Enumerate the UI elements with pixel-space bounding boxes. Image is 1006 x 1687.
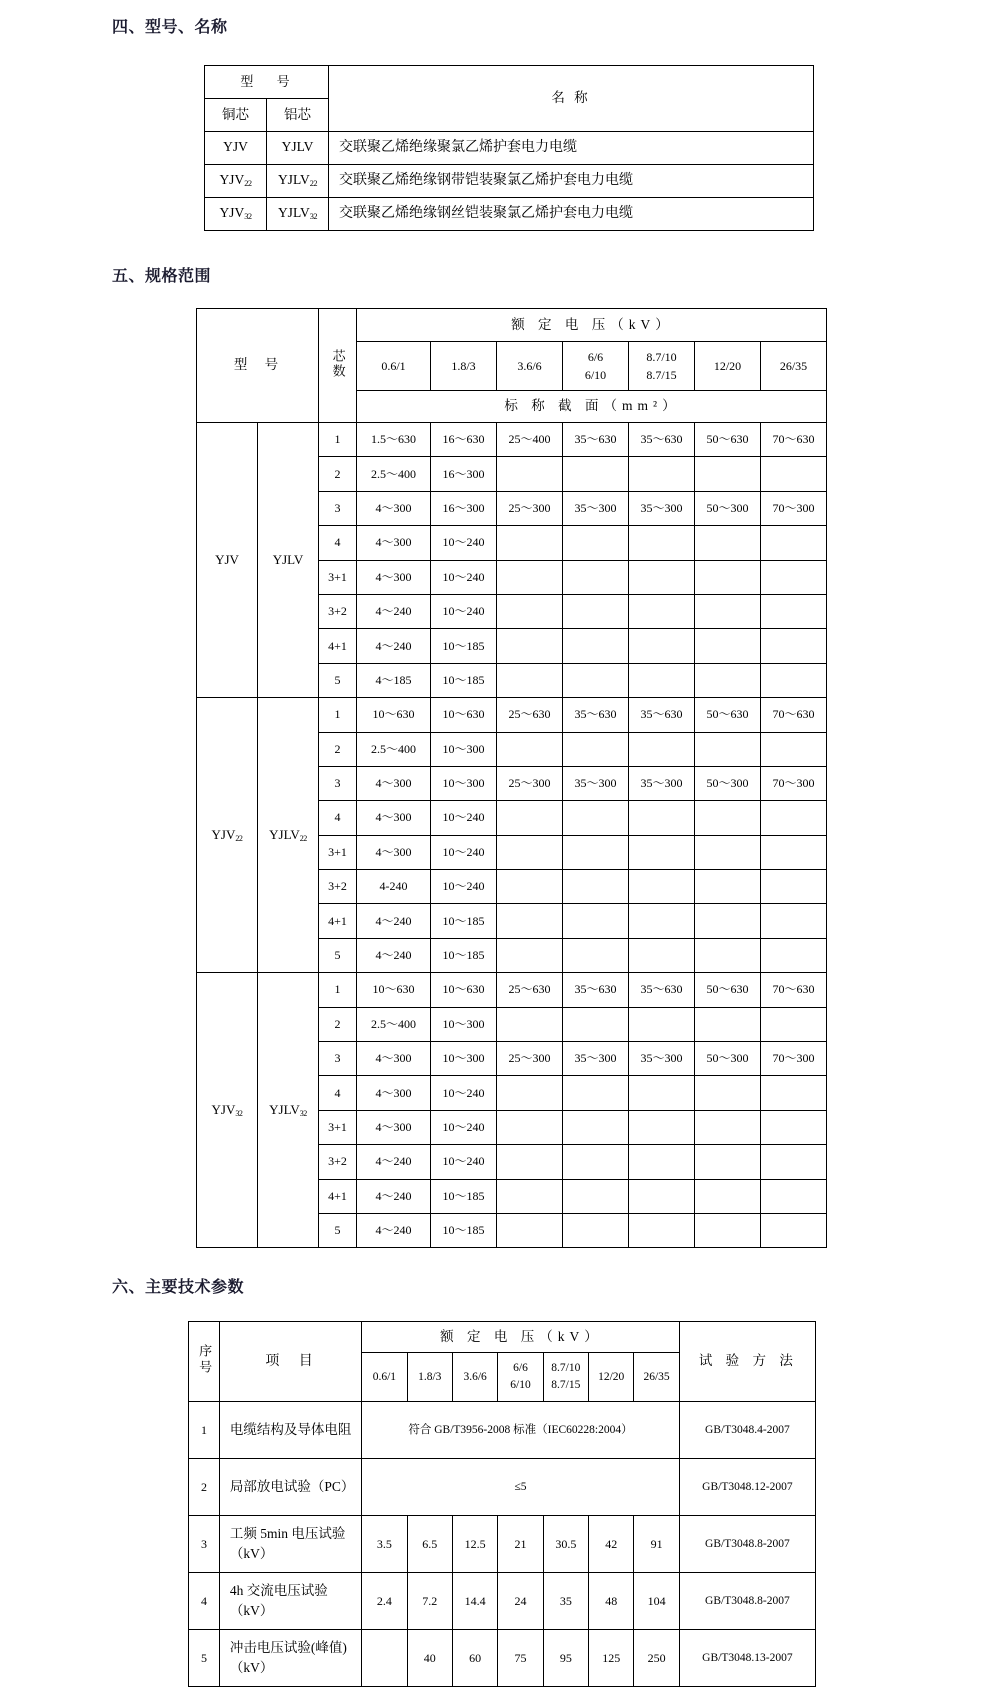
tech-header-row [189,1322,816,1353]
tech-row-item: 4h 交流电压试验（kV） [219,1573,361,1630]
spec-section-value [563,1213,629,1247]
tech-data-row [189,1459,816,1516]
spec-voltage-col-4: 6/6 6/10 [563,342,629,391]
tech-voltage-col-1: 0.6/1 [362,1353,407,1402]
spec-section-value [761,560,827,594]
spec-section-value: 10～185 [431,1179,497,1213]
tech-row-method: GB/T3048.8-2007 [679,1516,815,1573]
spec-cores-value: 4+1 [319,904,357,938]
spec-cores-header: 芯数 [319,309,357,423]
spec-section-value: 10～185 [431,938,497,972]
model-aluminum-code: $YJLV_{22}$ [267,165,329,198]
spec-section-value: 10～240 [431,1076,497,1110]
spec-voltage-col-5: 8.7/10 8.7/15 [629,342,695,391]
spec-cores-value: 1 [319,423,357,457]
spec-section-value [761,629,827,663]
tech-row-value: 3.5 [362,1516,407,1573]
spec-section-value [497,870,563,904]
spec-section-value: 70～300 [761,491,827,525]
name-header: 名 称 [329,66,814,132]
spec-section-value: 2.5～400 [357,457,431,491]
spec-section-value: 4～240 [357,904,431,938]
tech-test-method-header: 试 验 方 法 [679,1322,815,1402]
spec-section-value [497,457,563,491]
spec-section-value: 35～300 [563,1042,629,1076]
tech-row-no: 2 [189,1459,220,1516]
section-5-heading: 五、规格范围 [112,268,212,285]
spec-section-value [761,904,827,938]
spec-section-value [695,1110,761,1144]
spec-section-value [629,801,695,835]
spec-section-value [563,629,629,663]
tech-row-item: 电缆结构及导体电阻 [219,1402,361,1459]
table-row [205,165,814,198]
spec-data-row [197,698,827,732]
spec-section-value [761,1179,827,1213]
spec-section-value: 10～240 [431,560,497,594]
spec-cores-value: 3 [319,1042,357,1076]
section-6-heading: 六、主要技术参数 [112,1279,245,1297]
spec-section-value [695,594,761,628]
spec-section-value [761,1076,827,1110]
spec-section-value [695,663,761,697]
spec-section-value: 4～300 [357,491,431,525]
spec-section-value: 25～630 [497,698,563,732]
table-header-row [205,66,814,99]
spec-section-value: 4～240 [357,629,431,663]
spec-section-value: 1.5～630 [357,423,431,457]
spec-section-value [629,904,695,938]
spec-section-value [497,526,563,560]
spec-cores-value: 3 [319,766,357,800]
spec-section-value [563,1145,629,1179]
spec-section-value [629,835,695,869]
technical-parameters-table [188,1321,816,1687]
spec-section-value: 16～300 [431,457,497,491]
spec-section-value [761,870,827,904]
model-aluminum-code: $YJLV_{32}$ [267,198,329,231]
spec-section-value [695,938,761,972]
spec-section-value: 4-240 [357,870,431,904]
spec-section-value: 50～300 [695,1042,761,1076]
spec-section-value [497,938,563,972]
spec-section-value: 4～300 [357,801,431,835]
section-4-heading: 四、型号、名称 [112,19,228,36]
spec-cores-value: 4+1 [319,1179,357,1213]
spec-section-value [497,732,563,766]
spec-section-value: 70～630 [761,698,827,732]
spec-section-value [563,526,629,560]
spec-section-value: 4～240 [357,938,431,972]
spec-cores-value: 4 [319,526,357,560]
tech-row-value: 21 [498,1516,543,1573]
tech-voltage-col-2: 1.8/3 [407,1353,452,1402]
spec-section-value [629,938,695,972]
tech-row-value: 91 [634,1516,679,1573]
spec-section-value: 10～630 [357,698,431,732]
tech-row-method: GB/T3048.13-2007 [679,1630,815,1687]
spec-section-value [497,629,563,663]
spec-section-value: 25～300 [497,766,563,800]
tech-row-value: 250 [634,1630,679,1687]
spec-cores-value: 5 [319,663,357,697]
spec-section-value: 35～630 [629,698,695,732]
spec-section-value [761,732,827,766]
spec-section-value: 35～630 [563,698,629,732]
tech-row-value: 2.4 [362,1573,407,1630]
model-copper-code: YJV [205,132,267,165]
spec-section-value [629,1145,695,1179]
spec-section-value [761,457,827,491]
spec-cores-value: 3+1 [319,1110,357,1144]
tech-row-item: 冲击电压试验(峰值)（kV） [219,1630,361,1687]
spec-data-row [197,423,827,457]
section-6-heading-wrap [0,1274,1006,1297]
spec-section-value: 10～240 [431,801,497,835]
tech-row-item: 工频 5min 电压试验（kV） [219,1516,361,1573]
spec-section-value [695,1145,761,1179]
spec-section-value: 50～630 [695,423,761,457]
spec-section-value [563,1179,629,1213]
spec-section-value [695,629,761,663]
tech-row-value: 60 [452,1630,497,1687]
copper-core-header: 铜芯 [205,99,267,132]
model-name: 交联聚乙烯绝缘钢带铠装聚氯乙烯护套电力电缆 [329,165,814,198]
spec-section-value: 50～300 [695,491,761,525]
tech-row-no: 3 [189,1516,220,1573]
spec-section-value [497,594,563,628]
spec-section-value [695,1007,761,1041]
spec-section-value [629,1179,695,1213]
aluminum-core-header: 铝芯 [267,99,329,132]
spec-cores-value: 3 [319,491,357,525]
spec-cores-value: 1 [319,698,357,732]
spec-section-value: 35～300 [563,766,629,800]
spec-cores-value: 1 [319,973,357,1007]
tech-row-value: 104 [634,1573,679,1630]
spec-header-row [197,309,827,342]
spec-section-value: 10～300 [431,732,497,766]
spec-section-value [695,835,761,869]
spec-section-value: 25～300 [497,491,563,525]
spec-section-value [695,1076,761,1110]
spec-model-header: 型 号 [197,309,319,423]
spec-section-value [695,1179,761,1213]
spec-section-value [497,801,563,835]
tech-row-value: 48 [589,1573,634,1630]
spec-section-value [695,560,761,594]
tech-row-method: GB/T3048.12-2007 [679,1459,815,1516]
spec-section-value: 4～240 [357,1145,431,1179]
spec-section-value [761,526,827,560]
tech-no-header: 序号 [189,1322,220,1402]
spec-section-value [695,457,761,491]
spec-section-value: 4～300 [357,1076,431,1110]
spec-cores-value: 3+1 [319,835,357,869]
spec-block-copper-model: YJV [197,423,258,698]
spec-section-value: 10～240 [431,870,497,904]
spec-section-value [563,904,629,938]
spec-section-value [761,1110,827,1144]
tech-row-value: 12.5 [452,1516,497,1573]
tech-item-header: 项 目 [219,1322,361,1402]
spec-section-value [761,938,827,972]
spec-section-value [497,1145,563,1179]
tech-data-row [189,1573,816,1630]
spec-section-value [761,1007,827,1041]
spec-section-value [695,904,761,938]
spec-cores-value: 2 [319,1007,357,1041]
spec-section-value [563,1110,629,1144]
spec-section-value: 10～300 [431,1007,497,1041]
section-4-heading-wrap [0,0,1006,37]
spec-section-value: 70～300 [761,1042,827,1076]
tech-row-value: 42 [589,1516,634,1573]
spec-section-value [761,594,827,628]
spec-cores-value: 3+1 [319,560,357,594]
tech-row-value: 125 [589,1630,634,1687]
spec-cores-value: 3+2 [319,594,357,628]
spec-section-value: 2.5～400 [357,732,431,766]
spec-block-aluminum-model: YJLV [258,423,319,698]
spec-section-value [497,560,563,594]
spec-section-value: 70～630 [761,423,827,457]
spec-section-value: 35～300 [629,491,695,525]
spec-section-value: 35～630 [629,973,695,1007]
spec-section-value: 10～630 [431,973,497,1007]
spec-section-value [563,835,629,869]
spec-cores-value: 2 [319,732,357,766]
spec-section-value: 35～300 [563,491,629,525]
tech-row-value: 7.2 [407,1573,452,1630]
spec-block-aluminum-model: $YJLV_{22}$ [258,698,319,973]
spec-section-value [629,1007,695,1041]
spec-section-value: 25～300 [497,1042,563,1076]
tech-row-no: 4 [189,1573,220,1630]
spec-block-copper-model: $YJV_{22}$ [197,698,258,973]
spec-section-value [497,1007,563,1041]
spec-section-value: 25～400 [497,423,563,457]
spec-section-value: 4～240 [357,594,431,628]
spec-rated-voltage-header: 额 定 电 压（kV） [357,309,827,342]
spec-section-value: 35～300 [629,1042,695,1076]
spec-section-value [497,1110,563,1144]
tech-row-value: 30.5 [543,1516,588,1573]
tech-row-value: 6.5 [407,1516,452,1573]
spec-section-value [629,457,695,491]
spec-nominal-section-header: 标 称 截 面（mm²） [357,391,827,423]
spec-voltage-col-1: 0.6/1 [357,342,431,391]
tech-row-method: GB/T3048.8-2007 [679,1573,815,1630]
spec-section-value [563,457,629,491]
tech-row-value: 40 [407,1630,452,1687]
spec-cores-value: 5 [319,1213,357,1247]
spec-section-value [761,663,827,697]
spec-section-value [497,1179,563,1213]
tech-row-value: 35 [543,1573,588,1630]
spec-section-value: 10～240 [431,1145,497,1179]
spec-section-value [629,526,695,560]
tech-row-method: GB/T3048.4-2007 [679,1402,815,1459]
spec-section-value [563,1076,629,1110]
table-row [205,132,814,165]
spec-section-value: 50～300 [695,766,761,800]
tech-rated-voltage-header: 额 定 电 压（kV） [362,1322,680,1353]
spec-voltage-col-6: 12/20 [695,342,761,391]
spec-section-value: 4～300 [357,560,431,594]
spec-section-value: 50～630 [695,698,761,732]
spec-section-value: 35～630 [629,423,695,457]
spec-section-value [563,801,629,835]
model-copper-code: $YJV_{32}$ [205,198,267,231]
spec-section-value [563,560,629,594]
model-aluminum-code: YJLV [267,132,329,165]
tech-row-value: 14.4 [452,1573,497,1630]
spec-section-value: 4～240 [357,1179,431,1213]
spec-cores-value: 5 [319,938,357,972]
tech-row-no: 5 [189,1630,220,1687]
tech-row-span-value: 符合 GB/T3956-2008 标准（IEC60228:2004） [362,1402,680,1459]
spec-section-value [629,870,695,904]
tech-voltage-col-4: 6/6 6/10 [498,1353,543,1402]
spec-section-value [563,732,629,766]
spec-voltage-col-2: 1.8/3 [431,342,497,391]
tech-voltage-col-5: 8.7/10 8.7/15 [543,1353,588,1402]
spec-section-value [497,663,563,697]
spec-cores-value: 2 [319,457,357,491]
spec-section-value [629,1076,695,1110]
tech-voltage-col-3: 3.6/6 [452,1353,497,1402]
spec-section-value [695,526,761,560]
spec-section-value [497,904,563,938]
spec-block-aluminum-model: $YJLV_{32}$ [258,973,319,1248]
tech-data-row [189,1402,816,1459]
spec-section-value: 4～300 [357,766,431,800]
tech-row-no: 1 [189,1402,220,1459]
model-copper-code: $YJV_{22}$ [205,165,267,198]
tech-row-span-value: ≤5 [362,1459,680,1516]
spec-section-value [695,732,761,766]
spec-section-value: 2.5～400 [357,1007,431,1041]
spec-section-value [629,1110,695,1144]
spec-section-value: 35～630 [563,423,629,457]
spec-cores-value: 3+2 [319,1145,357,1179]
spec-section-value [695,870,761,904]
tech-row-value: 95 [543,1630,588,1687]
table-row [205,198,814,231]
spec-section-value [761,835,827,869]
spec-section-value: 10～240 [431,1110,497,1144]
spec-cores-value: 3+2 [319,870,357,904]
spec-section-value: 10～185 [431,629,497,663]
model-name: 交联聚乙烯绝缘聚氯乙烯护套电力电缆 [329,132,814,165]
model-group-header: 型 号 [205,66,329,99]
spec-section-value [629,663,695,697]
spec-section-value [629,1213,695,1247]
spec-section-value [761,801,827,835]
spec-cores-value: 4 [319,801,357,835]
tech-row-value [362,1630,407,1687]
spec-data-row [197,973,827,1007]
spec-section-value: 10～185 [431,1213,497,1247]
spec-section-value: 10～240 [431,594,497,628]
spec-cores-value: 4+1 [319,629,357,663]
spec-section-value: 4～300 [357,1110,431,1144]
spec-section-value: 10～300 [431,766,497,800]
spec-section-value [563,594,629,628]
spec-section-value: 10～630 [431,698,497,732]
spec-section-value [497,1213,563,1247]
spec-section-value [761,1213,827,1247]
spec-section-value [563,938,629,972]
tech-voltage-col-7: 26/35 [634,1353,679,1402]
tech-data-row [189,1516,816,1573]
spec-section-value: 50～630 [695,973,761,1007]
spec-section-value [497,835,563,869]
spec-section-value [563,663,629,697]
spec-section-value: 4～300 [357,835,431,869]
spec-section-value: 4～240 [357,1213,431,1247]
spec-section-value: 25～630 [497,973,563,1007]
spec-section-value: 16～300 [431,491,497,525]
section-5-heading-wrap [0,263,1006,286]
spec-section-value: 4～300 [357,1042,431,1076]
spec-section-value: 10～630 [357,973,431,1007]
tech-row-value: 24 [498,1573,543,1630]
spec-section-value: 4～300 [357,526,431,560]
spec-section-value: 16～630 [431,423,497,457]
spec-section-value [563,870,629,904]
spec-section-value [629,594,695,628]
spec-voltage-col-7: 26/35 [761,342,827,391]
specification-range-table [196,308,827,1248]
model-name: 交联聚乙烯绝缘钢丝铠装聚氯乙烯护套电力电缆 [329,198,814,231]
spec-section-value: 35～630 [563,973,629,1007]
spec-section-value: 10～240 [431,835,497,869]
spec-section-value [497,1076,563,1110]
spec-section-value: 4～185 [357,663,431,697]
spec-voltage-col-3: 3.6/6 [497,342,563,391]
spec-section-value: 35～300 [629,766,695,800]
spec-section-value [695,1213,761,1247]
model-name-table [204,65,814,231]
spec-section-value: 10～300 [431,1042,497,1076]
spec-section-value: 70～630 [761,973,827,1007]
spec-section-value [629,629,695,663]
spec-section-value: 10～185 [431,663,497,697]
spec-block-copper-model: $YJV_{32}$ [197,973,258,1248]
spec-section-value: 10～240 [431,526,497,560]
spec-section-value [761,1145,827,1179]
tech-data-row [189,1630,816,1687]
spec-section-value [695,801,761,835]
spec-section-value: 10～185 [431,904,497,938]
spec-cores-value: 4 [319,1076,357,1110]
spec-section-value [629,560,695,594]
tech-voltage-col-6: 12/20 [589,1353,634,1402]
spec-section-value [563,1007,629,1041]
spec-section-value [629,732,695,766]
tech-row-item: 局部放电试验（PC） [219,1459,361,1516]
tech-row-value: 75 [498,1630,543,1687]
spec-section-value: 70～300 [761,766,827,800]
